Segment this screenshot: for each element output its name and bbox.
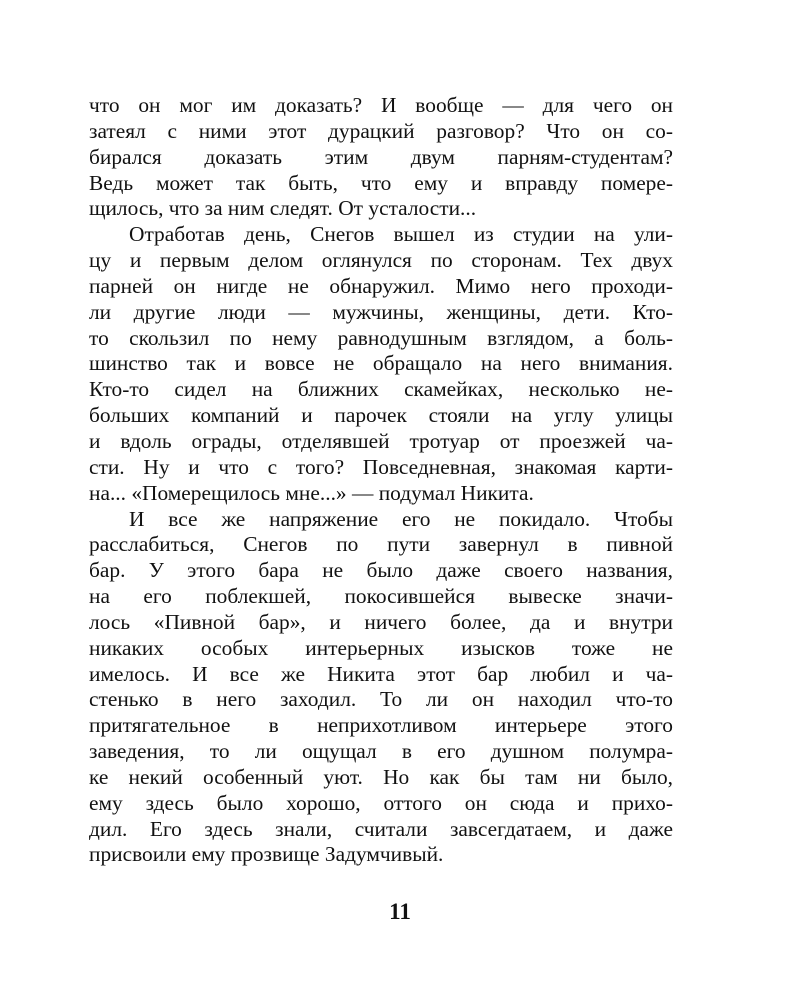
text-line: бирался доказать этим двум парням-студентам? [89, 144, 673, 169]
text-line: затеял с ними этот дурацкий разговор? Что он со- [89, 118, 673, 143]
text-line: на... «Померещилось мне...» — подумал Никита. [89, 480, 534, 505]
text-line: сти. Ну и что с того? Повседневная, знакомая карти- [89, 454, 673, 479]
text-line: цу и первым делом оглянулся по сторонам. Тех двух [89, 248, 673, 273]
text-line: расслабиться, Снегов по пути завернул в пивной [89, 532, 673, 557]
text-line: Ведь может так быть, что ему и вправду померe- [89, 170, 673, 195]
text-line: то скользил по нему равнодушным взглядом, а боль- [89, 325, 673, 350]
text-line: шинство так и вовсе не обращало на него внимания. [89, 351, 673, 376]
text-line: парней он нигде не обнаружил. Мимо него проходи- [89, 273, 673, 298]
text-line: щилось, что за ним следят. От усталости... [89, 196, 477, 221]
text-line: лось «Пивной бар», и ничего более, да и внутри [89, 609, 673, 634]
text-line: присвоили ему прозвище Задумчивый. [89, 842, 444, 867]
text-line: имелось. И все же Никита этот бар любил и ча- [89, 661, 673, 686]
text-line: на его поблекшей, покосившейся вывеске значи- [89, 584, 673, 609]
text-line: заведения, то ли ощущал в его душном полумра- [89, 739, 673, 764]
text-line: ему здесь было хорошо, оттого он сюда и прихо- [89, 790, 673, 815]
text-line: бар. У этого бара не было даже своего названия, [89, 558, 673, 583]
text-line: больших компаний и парочек стояли на углу улицы [89, 403, 673, 428]
text-line: ке некий особенный уют. Но как бы там ни было, [89, 764, 673, 789]
text-line: и вдоль ограды, отделявшей тротуар от проезжей ча- [89, 428, 673, 453]
text-line: Кто-то сидел на ближних скамейках, несколько не- [89, 377, 673, 402]
text-line: никаких особых интерьерных изысков тоже не [89, 635, 673, 660]
text-line: Отработав день, Снегов вышел из студии на ули- [129, 222, 673, 247]
text-line: ли другие люди — мужчины, женщины, дети. Кто- [89, 299, 673, 324]
text-line: дил. Его здесь знали, считали завсегдатаем, и даже [89, 816, 673, 841]
text-line: стенько в него заходил. То ли он находил что-то [89, 687, 673, 712]
page-number: 11 [389, 899, 411, 924]
body-text [89, 93, 673, 868]
text-line: И все же напряжение его не покидало. Чтобы [129, 506, 673, 531]
text-line: что он мог им доказать? И вообще — для чего он [89, 93, 673, 117]
text-line: притягательное в неприхотливом интерьере этого [89, 713, 673, 738]
